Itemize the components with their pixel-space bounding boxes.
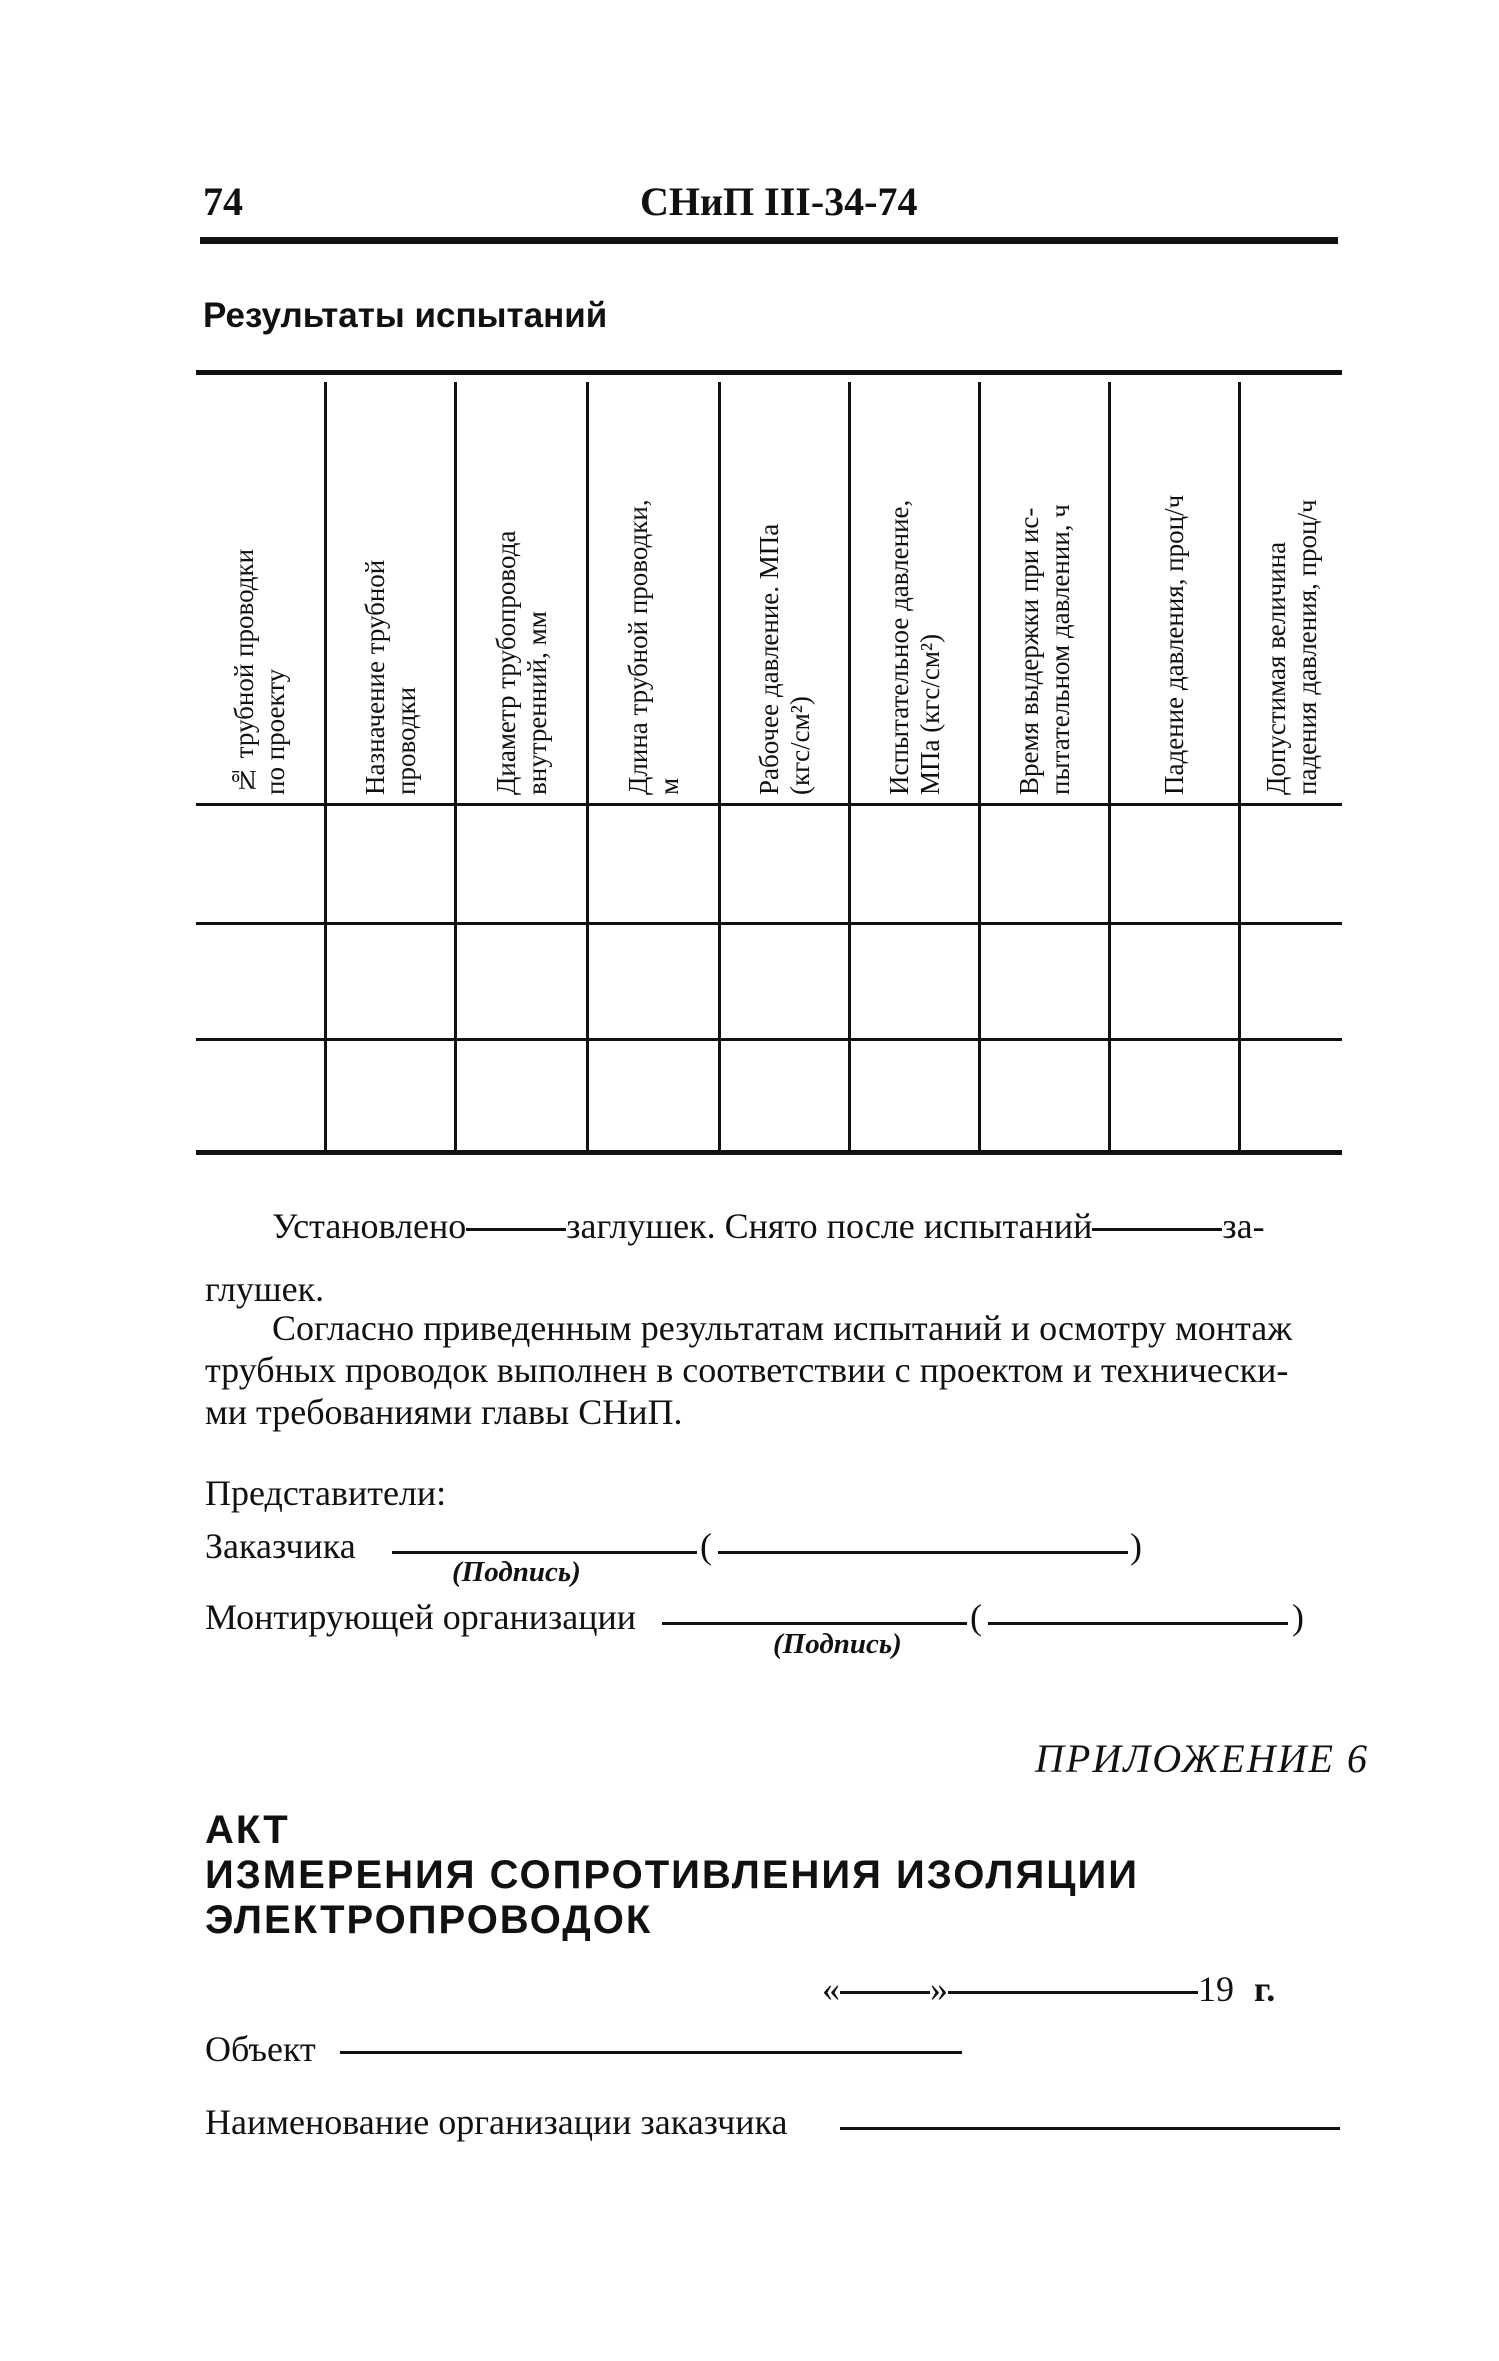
plugs-statement (272, 1205, 1342, 1247)
date-suffix: г. (1254, 1969, 1276, 2009)
date-open-quote: « (822, 1969, 840, 2009)
installer-label: Монтирующей организации (205, 1597, 637, 1637)
column-header-diameter (457, 370, 586, 800)
column-header-label: Диаметр трубопровода внутренний, мм (490, 530, 552, 795)
act-title: АКТ (205, 1808, 290, 1852)
column-header-allowed-drop (1241, 370, 1342, 800)
column-header-length (589, 370, 718, 800)
blank-line (466, 1228, 566, 1231)
results-table (196, 370, 1342, 1155)
close-paren: ) (1292, 1597, 1304, 1637)
customer-org-line (840, 2127, 1340, 2130)
act-subtitle-line-1: ИЗМЕРЕНИЯ СОПРОТИВЛЕНИЯ ИЗОЛЯЦИИ (205, 1853, 1139, 1897)
column-header-test-pressure (851, 370, 978, 800)
section-title: Результаты испытаний (203, 296, 608, 335)
column-header-pressure-drop (1111, 370, 1238, 800)
open-paren: ( (700, 1526, 712, 1566)
blank-line (1092, 1228, 1222, 1231)
month-blank (948, 1991, 1198, 1994)
table-row-rule (196, 922, 1342, 925)
table-row-rule (196, 1038, 1342, 1041)
open-paren: ( (970, 1597, 982, 1637)
table-bottom-rule (196, 1150, 1342, 1155)
date-close-quote: » (930, 1969, 948, 2009)
installer-signature-line (662, 1622, 967, 1625)
conclusion-line-3: ми требованиями главы СНиП. (205, 1392, 683, 1432)
representatives-heading: Представители: (205, 1473, 447, 1513)
day-blank (840, 1991, 930, 1994)
date-line (822, 1968, 1275, 2010)
column-header-label: № трубной проводки по проекту (229, 548, 290, 795)
installer-name-line (988, 1622, 1288, 1625)
page-number: 74 (203, 179, 243, 224)
object-line (340, 2051, 962, 2054)
header-rule (200, 237, 1338, 244)
column-header-label: Допустимая величина падения давления, проц/ч (1260, 499, 1322, 795)
appendix-label: ПРИЛОЖЕНИЕ 6 (1035, 1736, 1369, 1781)
plugs-removed-label: заглушек. Снято после испытаний (566, 1206, 1093, 1246)
table-header-rule (196, 803, 1342, 806)
column-header-hold-time (981, 370, 1108, 800)
customer-org-label: Наименование организации заказчика (205, 2102, 788, 2142)
column-header-label: Время выдержки при ис- пытательном давлении, ч (1013, 504, 1075, 795)
customer-label: Заказчика (205, 1526, 356, 1566)
column-header-purpose (327, 370, 454, 800)
signature-caption: (Подпись) (452, 1556, 581, 1588)
conclusion-line-1: Согласно приведенным результатам испытаний и осмотру монтаж (272, 1308, 1293, 1348)
customer-name-line (718, 1551, 1128, 1554)
customer-signature-line (392, 1551, 697, 1554)
close-paren: ) (1130, 1526, 1142, 1566)
signature-caption: (Подпись) (773, 1628, 902, 1660)
column-header-label: Назначение трубной проводки (359, 559, 421, 795)
column-header-label: Падение давления, проц/ч (1159, 494, 1189, 795)
object-label: Объект (205, 2029, 316, 2069)
plugs-statement-end: глушек. (205, 1269, 325, 1309)
plugs-installed-label: Установлено (272, 1206, 467, 1246)
act-subtitle-line-2: ЭЛЕКТРОПРОВОДОК (205, 1898, 653, 1942)
column-header-project-number (196, 370, 324, 800)
document-code: СНиП III-34-74 (640, 179, 918, 224)
plugs-wrap: за- (1222, 1206, 1265, 1246)
column-header-working-pressure (721, 370, 848, 800)
conclusion-line-2: трубных проводок выполнен в соответствии с проектом и технически- (205, 1350, 1289, 1390)
column-header-label: Рабочее давление. МПа (кгс/см²) (753, 523, 815, 795)
column-header-label: Испытательное давление, МПа (кгс/см²) (883, 499, 945, 795)
date-year: 19 (1198, 1969, 1234, 2009)
column-header-label: Длина трубной проводки, м (622, 499, 684, 795)
